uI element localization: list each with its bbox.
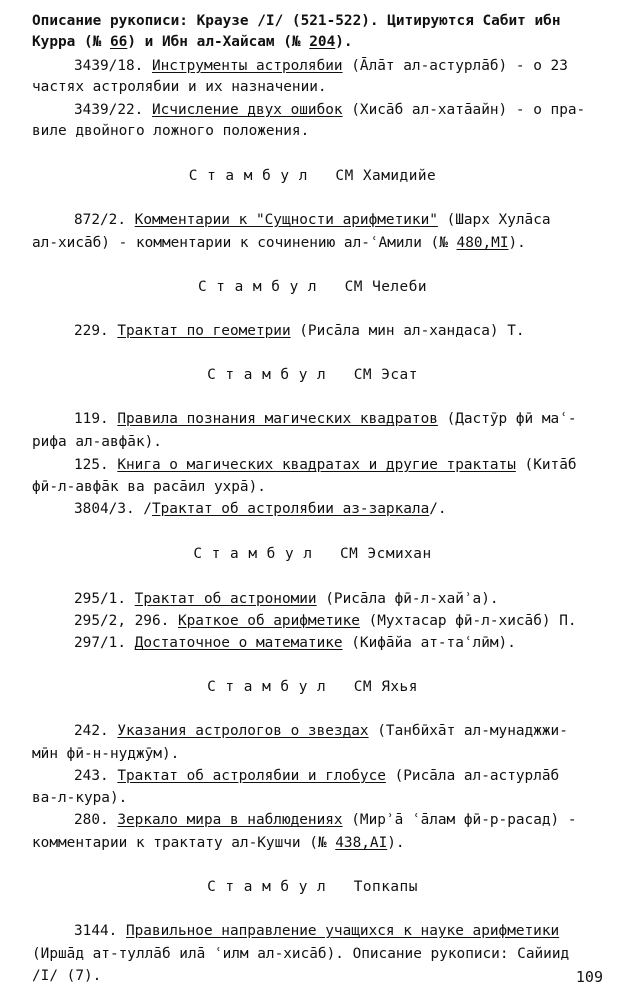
entry-242: 242. Указания астрологов о звездах (Танбӣхāт ал-мунаджжи- [74,723,568,739]
entry-280-cont: комментарии к трактату ал-Кушчи (№ 438,AI). [32,835,405,851]
section-heading-esat: С т а м б у л СМ Эсат [207,367,418,383]
section-heading-hamidiye: С т а м б у л СМ Хамидийе [188,168,437,184]
entry-title: Зеркало мира в наблюдениях [117,812,343,828]
entry-title: Трактат по геометрии [117,323,291,339]
entry-3439-18-cont: частях астролябии и их назначении. [32,79,327,95]
entry-title: Исчисление двух ошибок [151,102,343,118]
ref-66: 66 [109,34,128,50]
intro-line-2: Курра (№ 66) и Ибн ал-Хайсам (№ 204). [32,34,353,50]
entry-295-2: 295/2, 296. Краткое об арифметике (Мухтасар фӣ-л-хисāб) П. [74,613,577,629]
ref-480: 480,MI [456,235,509,251]
entry-119: 119. Правила познания магических квадратов (Дастӯр фӣ маʿ- [74,411,577,427]
entry-295-1: 295/1. Трактат об астрономии (Рисāла фӣ-л-хайʾа). [74,591,499,607]
page-number: 109 [575,968,603,986]
entry-125-cont: фӣ-л-авфāк ва расāил ухрā). [32,479,266,495]
section-heading-chelebi: С т а м б у л СМ Челеби [197,279,428,295]
entry-3144: 3144. Правильное направление учащихся к науке арифметики [74,923,560,939]
entry-3144-cont-2: /I/ (7). [32,968,102,984]
entry-3439-22: 3439/22. Исчисление двух ошибок (Хисāб ал-хатāайн) - о пра- [74,102,586,118]
entry-title: Инструменты астролябии [151,58,343,74]
entry-872-2: 872/2. Комментарии к "Сущности арифметики" (Шарх Хулāса [74,212,551,228]
entry-title: Правильное направление учащихся к науке арифметики [125,923,560,939]
entry-title: Трактат об астрономии [134,591,317,607]
entry-title: Трактат об астролябии аз-заркала [151,501,430,517]
entry-3439-18: 3439/18. Инструменты астролябии (Āлāт ал-астурлāб) - о 23 [74,58,568,74]
entry-280: 280. Зеркало мира в наблюдениях (Мирʾā ʿāлам фӣ-р-расад) - [74,812,577,828]
entry-242-cont: мӣн фӣ-н-нуджӯм). [32,746,180,762]
entry-125: 125. Книга о магических квадратах и другие трактаты (Китāб [74,457,577,473]
section-heading-topkapi: С т а м б у л Топкапы [207,879,418,895]
entry-3144-cont-1: (Иршāд ат-туллāб илā ʿилм ал-хисāб). Описание рукописи: Сайиид [32,946,570,962]
ref-438: 438,AI [335,835,388,851]
entry-229: 229. Трактат по геометрии (Рисāла мин ал-хандаса) Т. [74,323,525,339]
entry-3439-22-cont: виле двойного ложного положения. [32,123,310,139]
entry-243: 243. Трактат об астролябии и глобусе (Рисāла ал-астурлāб [74,768,560,784]
entry-title: Достаточное о математике [134,635,343,651]
entry-title: Правила познания магических квадратов [117,411,438,427]
entry-3804-3: 3804/3. /Трактат об астролябии аз-заркала/. [74,501,447,517]
intro-line-1: Описание рукописи: Краузе /I/ (521-522). Цитируются Сабит ибн [32,13,561,29]
entry-title: Краткое об арифметике [177,613,360,629]
entry-119-cont: рифа ал-авфāк). [32,434,162,450]
entry-243-cont: ва-л-кура). [32,790,128,806]
entry-title: Комментарии к "Сущности арифметики" [134,212,438,228]
entry-title: Книга о магических квадратах и другие трактаты [117,457,516,473]
ref-204: 204 [309,34,336,50]
section-heading-yahya: С т а м б у л СМ Яхья [207,679,418,695]
entry-872-2-cont: ал-хисāб) - комментарии к сочинению ал-ʿАмили (№ 480,MI). [32,235,526,251]
entry-297-1: 297/1. Достаточное о математике (Кифāйа ат-таʿлӣм). [74,635,516,651]
section-heading-esmihan: С т а м б у л СМ Эсмихан [193,546,432,562]
entry-title: Указания астрологов о звездах [117,723,369,739]
entry-title: Трактат об астролябии и глобусе [117,768,386,784]
